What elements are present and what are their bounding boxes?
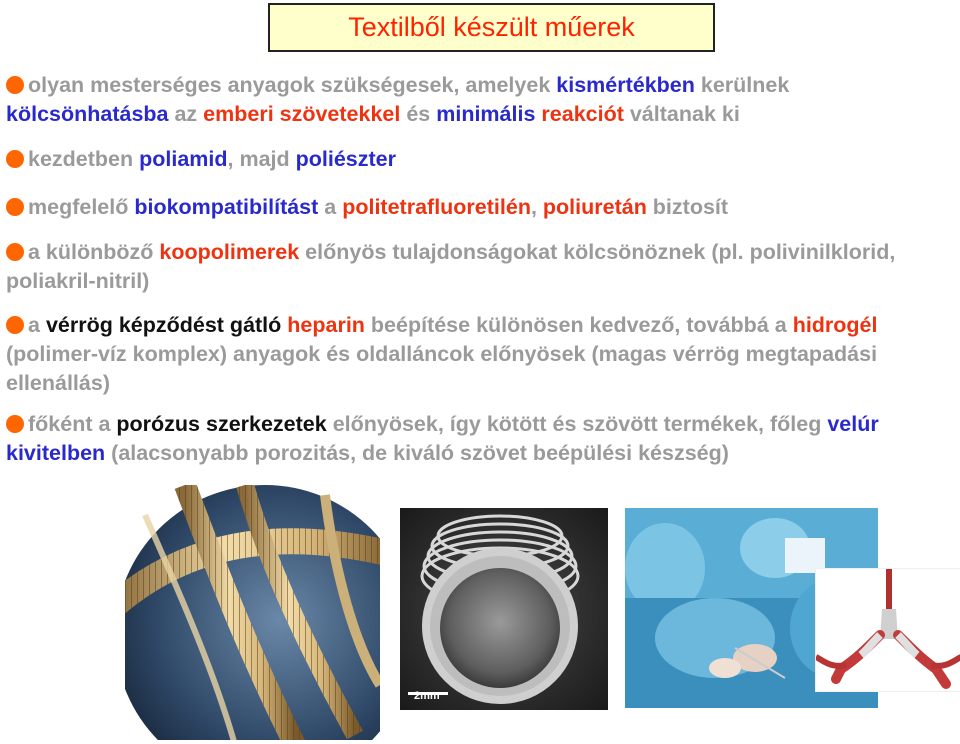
text-segment: (polimer-víz komplex) anyagok és oldalláncok előnyösek (magas vérrög megtapadási ellenállás) [6,342,878,395]
bullet-paragraph-2 [6,145,956,174]
text-segment: biokompatibilítást [134,195,319,219]
text-segment: velúr kivitelben [6,412,879,465]
text-segment: , [530,195,543,219]
text-segment: kezdetben [28,147,140,171]
text-segment: reakciót [541,102,624,126]
sem-scale-label: 2mm [414,690,440,702]
bullet-paragraph-3 [6,193,956,222]
text-segment: hidrogél [792,313,878,337]
bullet-paragraph-1 [6,71,956,129]
text-segment: poliamid [139,147,228,171]
text-segment: vérrög képződést gátló [45,313,282,337]
bullet-icon [6,316,24,334]
text-segment: kölcsönhatásba [6,102,169,126]
bullet-paragraph-5 [6,311,956,398]
text-segment: a különböző [28,240,160,264]
text-segment: és [400,102,437,126]
text-segment: az [168,102,204,126]
text-segment: beépítése különösen kedvező, továbbá a [364,313,793,337]
text-segment: előnyös tulajdonságokat kölcsönöznek (pl. polivinilklorid, poliakril-nitril) [6,240,896,293]
text-segment: poliuretán [542,195,647,219]
text-segment: előnyösek, így kötött és szövött termékek, főleg [326,412,828,436]
bifurcated-graft-illustration [815,568,960,692]
bullet-paragraph-4 [6,238,956,296]
text-segment: koopolimerek [159,240,300,264]
title-box [268,3,715,52]
bullet-icon [6,76,24,94]
text-segment: porózus szerkezetek [116,412,327,436]
text-segment: a [318,195,343,219]
text-segment: kismértékben [556,73,695,97]
textile-graft-photo [125,485,380,740]
bullet-icon [6,243,24,261]
text-segment: emberi szövetekkel [203,102,401,126]
text-segment: kerülnek [694,73,790,97]
page-title: Textilből készült műerek [348,12,635,42]
bullet-paragraph-6 [6,410,956,468]
text-segment: olyan mesterséges anyagok szükségesek, amelyek [28,73,557,97]
text-segment: heparin [287,313,365,337]
text-segment: a [28,313,46,337]
text-segment: politetrafluoretilén [342,195,531,219]
text-segment: minimális [436,102,536,126]
sem-graft-image [400,508,608,710]
text-segment: megfelelő [28,195,135,219]
text-segment: főként a [28,412,117,436]
text-segment: , majd [227,147,296,171]
text-segment: váltanak ki [623,102,740,126]
bullet-icon [6,415,24,433]
text-segment: biztosít [646,195,729,219]
bullet-icon [6,150,24,168]
text-segment: poliészter [295,147,397,171]
bullet-icon [6,198,24,216]
text-segment: (alacsonyabb porozitás, de kiváló szövet beépülési készség) [105,441,729,465]
